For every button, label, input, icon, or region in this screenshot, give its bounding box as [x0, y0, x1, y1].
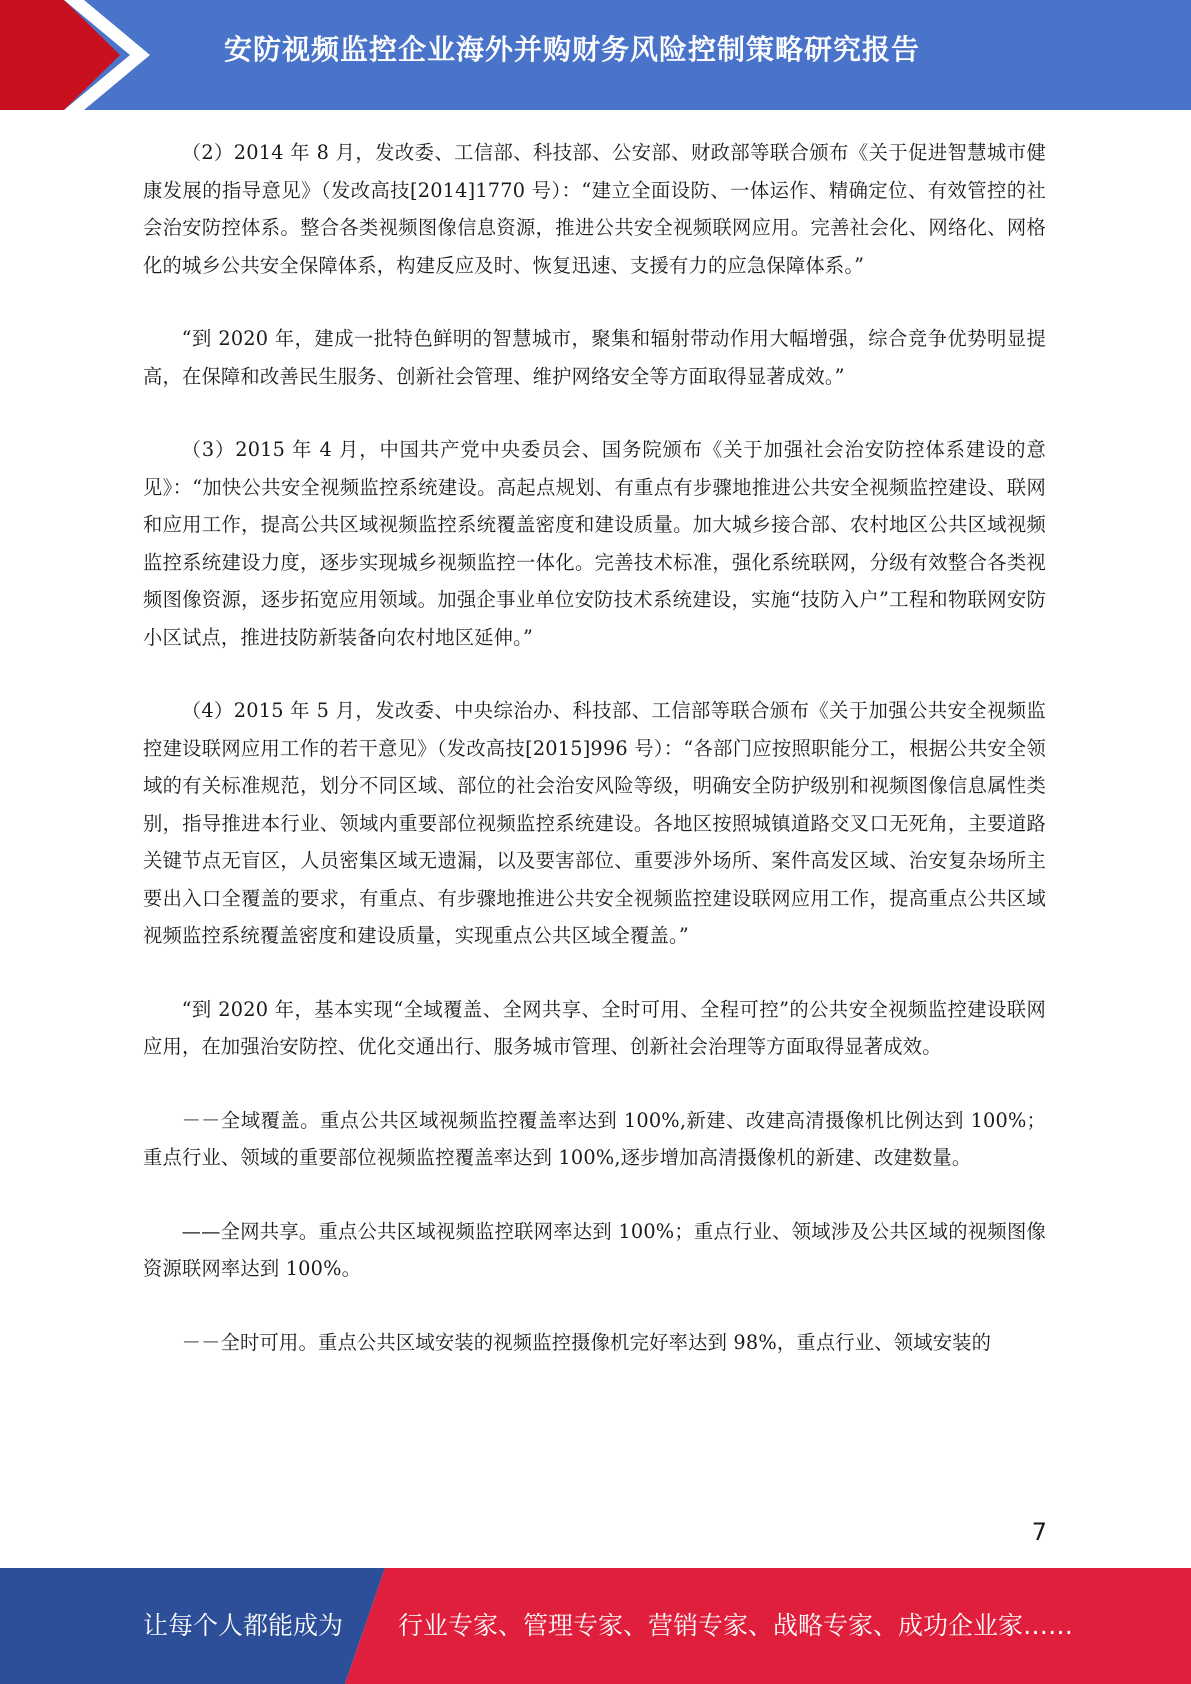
document-body — [143, 134, 1046, 1397]
body-paragraph: －－全时可用。重点公共区域安装的视频监控摄像机完好率达到 98%，重点行业、领域安装的 — [181, 1330, 992, 1354]
footer-slogan-left: 让每个人都能成为 — [143, 1611, 344, 1640]
footer-slogan-right: 行业专家、管理专家、营销专家、战略专家、成功企业家…… — [398, 1611, 1074, 1640]
body-paragraph: “到 2020 年，基本实现“全域覆盖、全网共享、全时可用、全程可控”的公共安全视频监控建设联网应用，在加强治安防控、优化交通出行、服务城市管理、创新社会治理等方面取得显著成效。 — [143, 997, 1046, 1058]
page-number: 7 — [1031, 1518, 1047, 1546]
body-paragraph: “到 2020 年，建成一批特色鲜明的智慧城市，聚集和辐射带动作用大幅增强，综合竞争优势明显提高，在保障和改善民生服务、创新社会管理、维护网络安全等方面取得显著成效。” — [143, 327, 1046, 388]
body-paragraph: （3）2015 年 4 月，中国共产党中央委员会、国务院颁布《关于加强社会治安防控体系建设的意见》：“加快公共安全视频监控系统建设。高起点规划、有重点有步骤地推进公共安全视频监控建设、联网和应用工作，提高公共区域视频监控系统覆盖密度和建设质量。加大城乡接合部、农村地区公共区域视频监控系统建设力度，逐步实现城乡视频监控一体化。完善技术标准，强化系统联网，分级有效整合各类视频图像资源，逐步拓宽应用领域。加强企事业单位安防技术系统建设，实施“技防入户”工程和物联网安防小区试点，推进技防新装备向农村地区延伸。” — [143, 438, 1046, 649]
body-paragraph: －－全域覆盖。重点公共区域视频监控覆盖率达到 100%,新建、改建高清摄像机比例达到 100%；重点行业、领域的重要部位视频监控覆盖率达到 100%,逐步增加高清摄像机的新建、改建数量。 — [143, 1108, 1046, 1169]
body-paragraph: ——全网共享。重点公共区域视频监控联网率达到 100%；重点行业、领域涉及公共区域的视频图像资源联网率达到 100%。 — [143, 1219, 1046, 1280]
header-chevron-decoration — [0, 0, 160, 110]
page-header — [0, 0, 1191, 110]
body-paragraph: （2）2014 年 8 月，发改委、工信部、科技部、公安部、财政部等联合颁布《关于促进智慧城市健康发展的指导意见》（发改高技[2014]1770 号）：“建立全面设防、一体运作、精确定位、有效管控的社会治安防控体系。整合各类视频图像信息资源，推进公共安全视频联网应用。完善社会化、网络化、网格化的城乡公共安全保障体系，构建反应及时、恢复迅速、支援有力的应急保障体系。” — [143, 141, 1046, 277]
body-paragraph: （4）2015 年 5 月，发改委、中央综治办、科技部、工信部等联合颁布《关于加强公共安全视频监控建设联网应用工作的若干意见》（发改高技[2015]996 号）：“各部门应按照职能分工，根据公共安全领域的有关标准规范，划分不同区域、部位的社会治安风险等级，明确安全防护级别和视频图像信息属性类别，指导推进本行业、领域内重要部位视频监控系统建设。各地区按照城镇道路交叉口无死角，主要道路关键节点无盲区，人员密集区域无遗漏，以及要害部位、重要涉外场所、案件高发区域、治安复杂场所主要出入口全覆盖的要求，有重点、有步骤地推进公共安全视频监控建设联网应用工作，提高重点公共区域视频监控系统覆盖密度和建设质量，实现重点公共区域全覆盖。” — [143, 699, 1046, 947]
page-footer — [0, 1568, 1191, 1684]
report-title: 安防视频监控企业海外并购财务风险控制策略研究报告 — [224, 33, 921, 66]
